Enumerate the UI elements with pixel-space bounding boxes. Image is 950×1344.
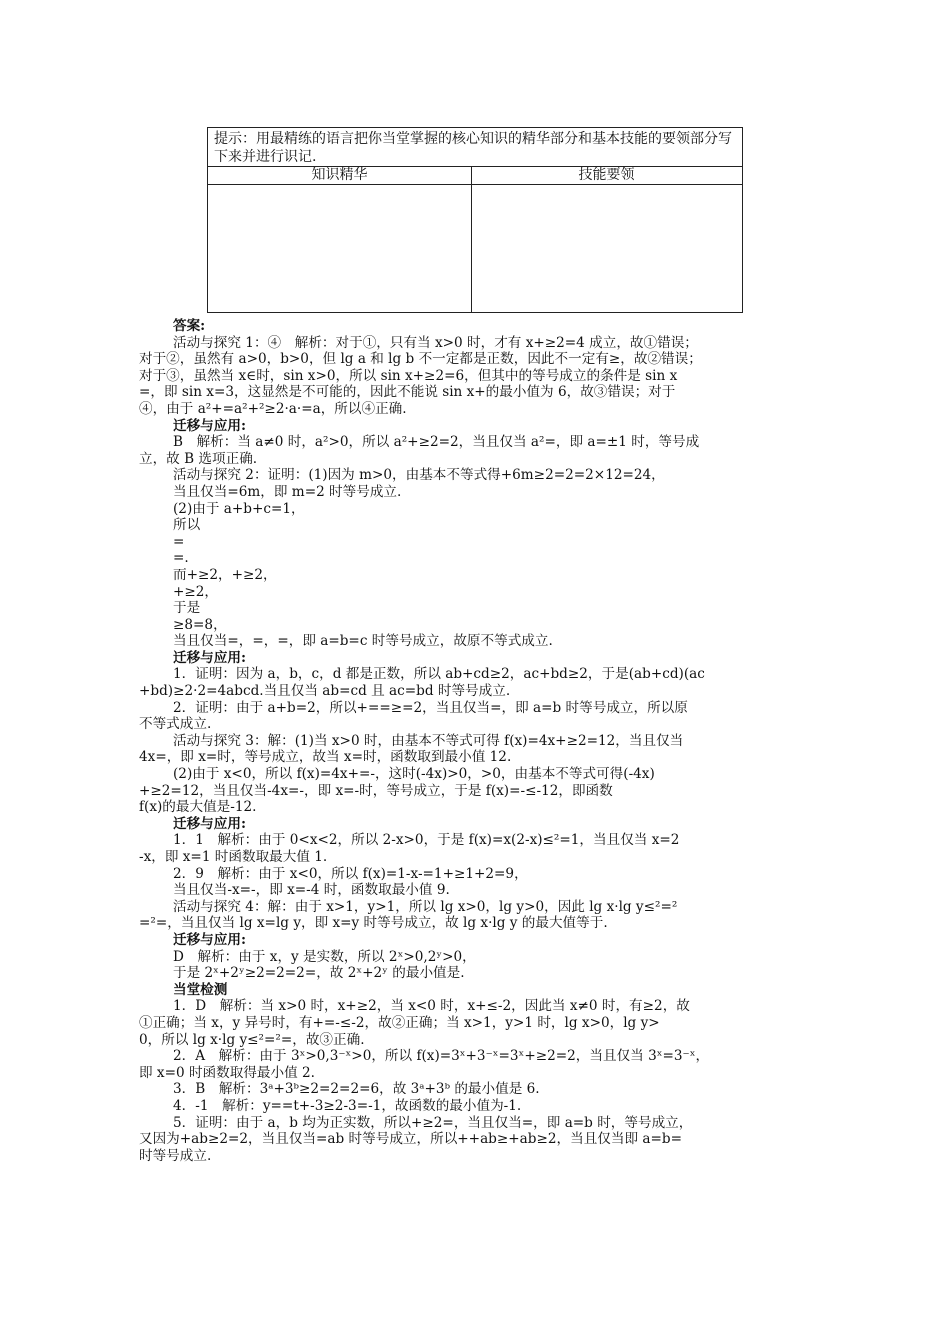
text-line: 立，故 B 选项正确.: [139, 450, 258, 467]
text-line: 时等号成立.: [139, 1147, 212, 1164]
hint-text: 提示：用最精练的语言把你当堂掌握的核心知识的精华部分和基本技能的要领部分写下来并进行识记.: [214, 131, 732, 165]
section-heading: 当堂检测: [173, 981, 228, 998]
text-line: ①正确；当 x，y 异号时，有+=-≤-2，故②正确；当 x>1，y>1 时，lg x>0，lg y>: [139, 1014, 660, 1031]
text-line: 1．证明：因为 a，b，c，d 都是正数，所以 ab+cd≥2，ac+bd≥2，于是(ab+cd)(ac: [173, 666, 705, 683]
text-line: f(x)的最大值是-12.: [139, 799, 257, 816]
text-line: 活动与探究 3：解：(1)当 x>0 时，由基本不等式可得 f(x)=4x+≥2=12，当且仅当: [173, 732, 684, 749]
text-line: B 解析：当 a≠0 时，a²>0，所以 a²+≥2=2，当且仅当 a²=，即 a=±1 时，等号成: [173, 434, 700, 451]
text-line: =: [173, 533, 185, 550]
column-header-knowledge: 知识精华: [311, 167, 368, 183]
text-line: 3．B 解析：3ᵃ+3ᵇ≥2=2=2=6，故 3ᵃ+3ᵇ 的最小值是 6.: [173, 1081, 540, 1098]
text-line: 5．证明：由于 a，b 均为正实数，所以+≥2=，当且仅当=，即 a=b 时，等号成立，: [173, 1114, 693, 1131]
text-line: 2．9 解析：由于 x<0，所以 f(x)=1-x-=1+≥1+2=9，: [173, 865, 528, 882]
text-line: +≥2，: [173, 583, 219, 600]
text-line: 0，所以 lg x·lg y≤²=²=，故③正确.: [139, 1031, 365, 1048]
section-heading: 迁移与应用:: [173, 931, 246, 948]
text-line: 2．证明：由于 a+b=2，所以+==≥=2，当且仅当=，即 a=b 时等号成立，所以原: [173, 699, 688, 716]
text-line: 活动与探究 1：④ 解析：对于①，只有当 x>0 时，才有 x+≥2=4 成立，故①错误；: [173, 334, 698, 351]
text-line: +bd)≥2·2=4abcd.当且仅当 ab=cd 且 ac=bd 时等号成立.: [139, 683, 511, 700]
text-line: =，即 sin x=3，这显然是不可能的，因此不能说 sin x+的最小值为 6，故③错误；对于: [139, 384, 676, 401]
text-line: 对于②，虽然有 a>0，b>0，但 lg a 和 lg b 不一定都是正数，因此不一定有≥，故②错误；: [139, 351, 702, 368]
text-line: 4．-1 解析：y==t+-3≥2-3=-1，故函数的最小值为-1.: [173, 1097, 522, 1114]
text-line: 对于③，虽然当 x∈时，sin x>0，所以 sin x+≥2=6，但其中的等号成立的条件是 sin x: [139, 367, 678, 384]
text-line: 即 x=0 时函数取得最小值 2.: [139, 1064, 315, 1081]
text-line: 当且仅当-x=-，即 x=-4 时，函数取最小值 9.: [173, 882, 450, 899]
text-line: 活动与探究 4：解：由于 x>1，y>1，所以 lg x>0，lg y>0，因此 lg x·lg y≤²=²: [173, 898, 678, 915]
column-header-skills: 技能要领: [578, 167, 635, 183]
text-line: 1．D 解析：当 x>0 时，x+≥2，当 x<0 时，x+≤-2，因此当 x≠0 时，有≥2，故: [173, 998, 690, 1015]
text-line: 当且仅当=，=，=，即 a=b=c 时等号成立，故原不等式成立.: [173, 633, 553, 650]
text-line: 不等式成立.: [139, 716, 212, 733]
text-line: 1．1 解析：由于 0<x<2，所以 2-x>0，于是 f(x)=x(2-x)≤²=1，当且仅当 x=2: [173, 832, 680, 849]
text-line: =.: [173, 550, 189, 567]
text-line: 而+≥2，+≥2，: [173, 566, 277, 583]
text-line: D 解析：由于 x，y 是实数，所以 2ˣ>0,2ʸ>0，: [173, 948, 476, 965]
text-line: 又因为+ab≥2=2，当且仅当=ab 时等号成立，所以++ab≥+ab≥2，当且仅当即 a=b=: [139, 1131, 682, 1148]
section-heading: 答案:: [173, 318, 206, 334]
section-heading: 迁移与应用:: [173, 815, 246, 832]
text-line: 于是: [173, 600, 201, 617]
text-line: 2．A 解析：由于 3ˣ>0,3⁻ˣ>0，所以 f(x)=3ˣ+3⁻ˣ=3ˣ+≥2=2，当且仅当 3ˣ=3⁻ˣ，: [173, 1048, 710, 1065]
text-line: -x，即 x=1 时函数取最大值 1.: [139, 849, 328, 865]
table-divider: [208, 184, 742, 185]
text-line: 于是 2ˣ+2ʸ≥2=2=2=，故 2ˣ+2ʸ 的最小值是.: [173, 965, 465, 982]
text-line: (2)由于 x<0，所以 f(x)=4x+=-，这时(-4x)>0，>0，由基本不等式可得(-4x): [173, 766, 655, 783]
text-line: 所以: [173, 517, 201, 534]
text-line: ≥8=8，: [173, 616, 227, 633]
text-line: ④，由于 a²+=a²+²≥2·a·=a，所以④正确.: [139, 400, 407, 417]
text-line: +≥2=12，当且仅当-4x=-，即 x=-时，等号成立，于是 f(x)=-≤-12，即函数: [139, 782, 613, 799]
text-line: 活动与探究 2：证明：(1)因为 m>0，由基本不等式得+6m≥2=2=2×12=24，: [173, 467, 665, 484]
section-heading: 迁移与应用:: [173, 649, 246, 666]
hint-table: [207, 127, 743, 313]
answer-section: [139, 318, 819, 1164]
section-heading: 迁移与应用:: [173, 417, 246, 434]
text-line: 4x=，即 x=时，等号成立，故当 x=时，函数取到最小值 12.: [139, 749, 512, 766]
table-column-divider: [471, 166, 472, 312]
text-line: =²=，当且仅当 lg x=lg y，即 x=y 时等号成立，故 lg x·lg y 的最大值等于.: [139, 915, 608, 932]
text-line: (2)由于 a+b+c=1，: [173, 500, 305, 517]
text-line: 当且仅当=6m，即 m=2 时等号成立.: [173, 483, 402, 500]
